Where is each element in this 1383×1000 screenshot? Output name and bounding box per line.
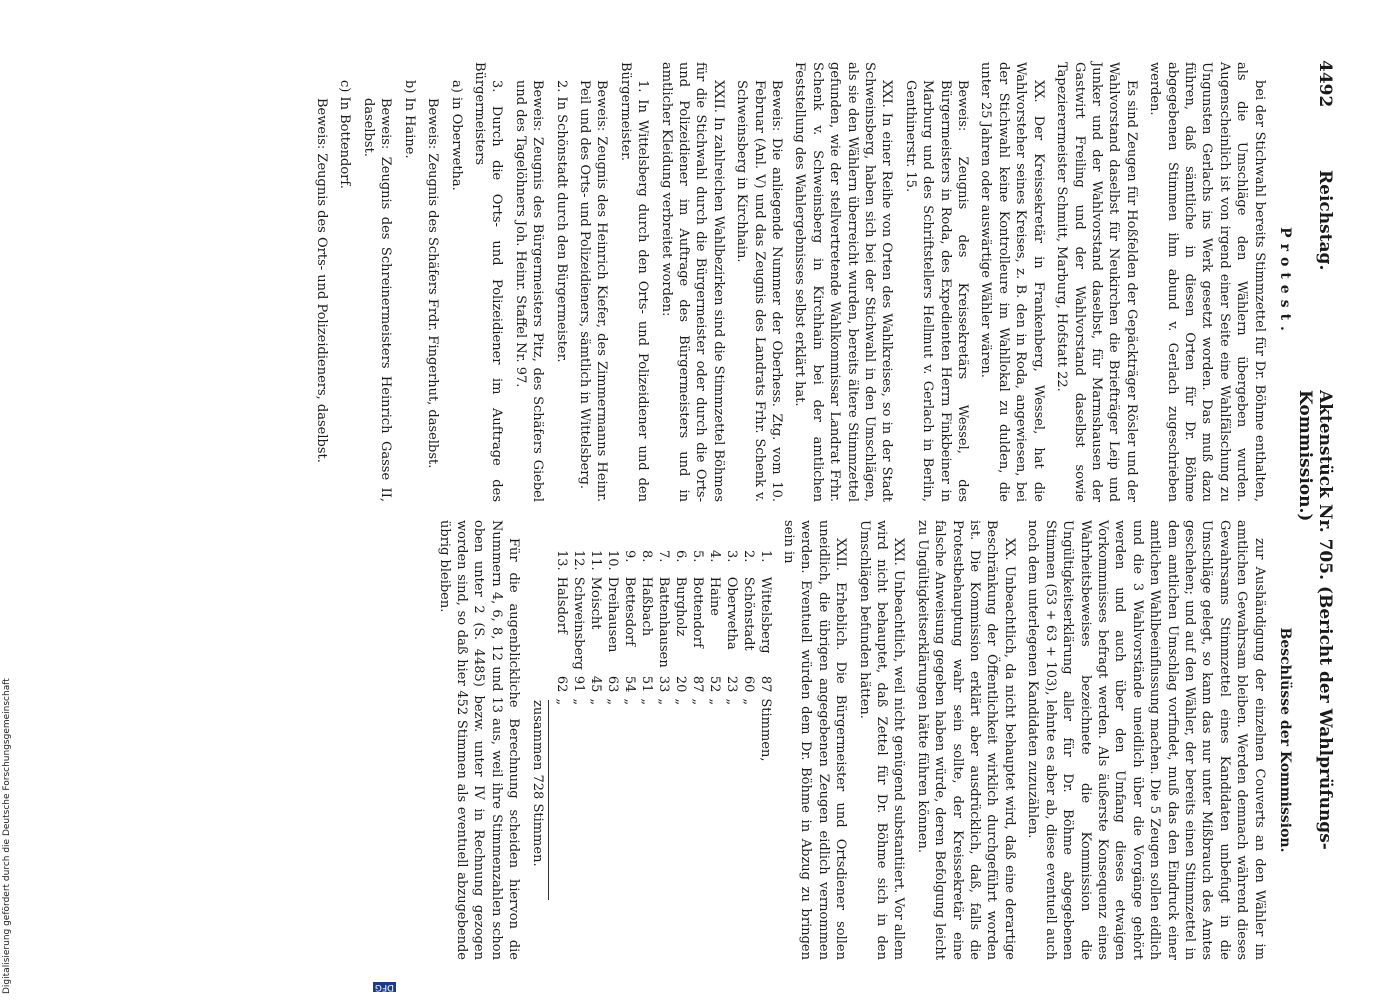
- vote-row: [621, 550, 638, 768]
- vote-count: 45: [587, 675, 603, 693]
- vote-place: Haine: [706, 576, 722, 616]
- votes-table: [553, 550, 774, 768]
- page-header: [1295, 60, 1335, 940]
- commission-title: Beschlüsse der Kommission.: [1277, 627, 1293, 853]
- commission-column: [429, 520, 1293, 960]
- paragraph: Beweis: Zeugnis des Heinrich Kiefer, des Zimmermanns Heinr. Peil und des Orts- und Polizeidieners, sämtlich in Wittelsberg.: [576, 80, 610, 502]
- dfg-logo: DFG: [374, 982, 394, 992]
- vote-count: 51: [638, 675, 654, 693]
- paragraph: c) In Bottendorf.: [337, 80, 353, 189]
- vote-count: 87: [757, 675, 773, 693]
- vote-count: 62: [553, 675, 569, 693]
- vote-row: [740, 550, 757, 768]
- vote-n: 1.: [757, 550, 773, 563]
- paragraph: Beweis: Zeugnis des Bürgermeisters Pitz, des Schäfers Giebel und des Tagelöhners Joh. Heinr. Staffel Nr. 97.: [512, 80, 546, 502]
- vote-row: [570, 550, 587, 768]
- protest-title: Protest.: [1277, 227, 1293, 337]
- vote-count: 54: [621, 675, 637, 693]
- vote-unit: „: [655, 698, 671, 706]
- vote-place: Battenhausen: [655, 576, 671, 668]
- vote-unit: „: [672, 698, 688, 706]
- paragraph: Beweis: Zeugnis des Orts- und Polizeidieners, daselbst.: [314, 98, 330, 463]
- vote-place: Haßbach: [638, 576, 654, 637]
- vote-n: 10.: [604, 550, 620, 571]
- votes-sum: zusammen 728 Stimmen.: [528, 700, 548, 900]
- vote-count: 60: [740, 675, 756, 693]
- paragraph: XX. Unbeachtlich, da nicht behauptet wird, daß eine derartige Beschränkung der Öffentlichkeit wirklich durchgeführt worden ist. Die Kommission erklärt aber ausdrücklich, daß, falls die Protestbehauptung wahr sein sollte, der Kreissekretär eine falsche Anweisung gegeben haben würde, deren Befolgung leicht zu Ungültigkeitserklärungen hätte führen können.: [914, 520, 1017, 960]
- vote-place: Moischt: [587, 576, 603, 630]
- paragraph: zur Aushändigung der einzelnen Couverts an den Wähler im amtlichen Gewahrsam bleiben. Werden demnach während dieses Gewahrsams Stimmzettel eines Kandidaten unbefugt in die Umschläge gelegt, so kann das nur unter Mißbrauch des Amtes geschehen; und auf den Wähler, der bereits einen Stimmzettel in dem amtlichen Umschlag vorfindet, muß das den Eindruck einer amtlichen Wahlbeeinflussung machen. Die 5 Zeugen sollen eidlich und die 3 Wahlvorstände uneidlich über die Vorgänge gehört werden und auch über den Umfang dieses etwaigen Vorkommnisses befragt werden. Als äußerste Konsequenz eines Wahrheitsbeweises bezeichnete die Kommission die Ungültigkeitserklärung aller für Dr. Böhme abgegebenen Stimmen (53 + 63 + 103), lehnte es aber ab, diese eventuell auch noch dem unterlegenen Kandidaten zuzuzählen.: [1025, 520, 1267, 960]
- paragraph: Beweis: Die anliegende Nummer der Oberhess. Ztg. vom 10. Februar (Anl. V) und das Zeugnis des Landrats Frhr. Schenk v. Schweinsberg in Kirchhain.: [734, 80, 785, 502]
- vote-row: [655, 550, 672, 768]
- vote-unit: „: [604, 698, 620, 706]
- paragraph: 1. In Wittelsberg durch den Orts- und Polizeidiener und den Bürgermeister.: [617, 62, 651, 502]
- page-number: 4492: [1315, 60, 1335, 108]
- paragraph: bei der Stichwahl bereits Stimmzettel für Dr. Böhme enthalten, als die Umschläge den Wählern übergeben wurden. Augenscheinlich ist von irgend einer Seite eine Wahlfälschung zu Ungunsten Gerlachs ins Werk gesetzt worden. Das muß dazu führen, daß sämtliche in diesen Orten für Dr. Böhme abgegebenen Stimmen ihm abund v. Gerlach zugeschrieben werden.: [1147, 62, 1267, 502]
- protest-column: [307, 62, 1293, 502]
- paragraph: XXII. In zahlreichen Wahlbezirken sind die Stimmzettel Böhmes für die Stichwahl durch die Bürgermeister oder durch die Orts- und Polizeidiener im Auftrage des Bürgermeisters und in amtlicher Kleidung verbreitet worden:: [658, 62, 726, 502]
- vote-row: [672, 550, 689, 768]
- vote-unit: „: [740, 698, 756, 706]
- vote-count: 63: [604, 675, 620, 693]
- vote-count: 20: [672, 675, 688, 693]
- vote-unit: Stimmen,: [757, 698, 773, 762]
- paragraph: a) in Oberwetha.: [448, 80, 464, 191]
- paragraph: Beweis: Zeugnis des Schreinermeisters Heinrich Gasse II, daselbst.: [360, 98, 394, 502]
- paragraph: 3. Durch die Orts- und Polizeidiener im Auftrage des Bürgermeisters: [471, 62, 505, 502]
- vote-place: Wittelsberg: [757, 576, 773, 654]
- vote-n: 9.: [621, 550, 637, 563]
- vote-count: 33: [655, 675, 671, 693]
- paragraph: XXI. Unbeachtlich, weil nicht genügend substantiiert. Vor allem wird nicht behauptet, daß Zettel für Dr. Böhme sich in den Umschlägen befunden hätten.: [856, 520, 907, 960]
- vote-n: 11.: [587, 550, 603, 571]
- vote-place: Oberwetha: [723, 576, 739, 650]
- paragraph: 2. In Schönstadt durch den Bürgermeister.: [553, 80, 569, 363]
- vote-place: Schweinsberg: [570, 576, 586, 670]
- vote-n: 2.: [740, 550, 756, 563]
- paragraph: Es sind Zeugen für Hoßfelden der Gepäckträger Rösler und der Wahlvorstand daselbst für Neukirchen die Briefträger Leip und Junker und der Wahlvorstand daselbst, für Marmshausen der Gastwirt Freiling und der Wahlvorstand daselbst sowie Tapezierermeister Schmitt, Marburg, Hofstatt 22.: [1054, 62, 1139, 502]
- funding-text: Digitalisierung gefördert durch die Deutsche Forschungsgemeinschaft: [2, 678, 12, 994]
- vote-row: [587, 550, 604, 768]
- funding-note: [0, 600, 394, 1000]
- vote-place: Bettesdorf: [621, 576, 637, 646]
- vote-place: Halsdorf: [553, 576, 569, 634]
- paragraph: XXII. Erheblich. Die Bürgermeister und Ortsdiener sollen uneidlich, die übrigen angegebenen Zeugen eidlich vernommen werden. Eventuell würden dem Dr. Böhme in Abzug zu bringen sein in: [781, 520, 849, 960]
- vote-count: 91: [570, 675, 586, 693]
- vote-n: 5.: [689, 550, 705, 563]
- vote-row: [553, 550, 570, 768]
- vote-place: Dreihausen: [604, 576, 620, 653]
- vote-place: Burgholz: [672, 576, 688, 637]
- vote-place: Schönstadt: [740, 576, 756, 651]
- header-title-left: Reichstag.: [1315, 170, 1335, 271]
- vote-n: 6.: [672, 550, 688, 563]
- vote-count: 52: [706, 675, 722, 693]
- vote-count: 23: [723, 675, 739, 693]
- vote-unit: „: [638, 698, 654, 706]
- vote-unit: „: [621, 698, 637, 706]
- vote-row: [604, 550, 621, 768]
- paragraph: Beweis: Zeugnis des Kreissekretärs Wessel, des Bürgermeisters in Roda, des Expedienten Herrn Finkbeiner in Marburg und des Schriftstellers Hellmut v. Gerlach in Berlin, Genthinerstr. 15.: [902, 80, 971, 502]
- vote-unit: „: [587, 698, 603, 706]
- vote-unit: „: [570, 698, 586, 706]
- vote-n: 8.: [638, 550, 654, 563]
- paragraph: b) In Haine.: [401, 80, 417, 159]
- vote-unit: „: [689, 698, 705, 706]
- vote-n: 13.: [553, 550, 569, 571]
- paragraph: XX. Der Kreissekretär in Frankenberg, Wessel, hat die Wahlvorsteher seines Kreises, z. B. den in Roda, angewiesen, bei der Stichwahl keine Kontrolleure im Wahllokal zu dulden, die unter 25 Jahren oder auswärtige Wähler wären.: [978, 62, 1046, 502]
- vote-n: 12.: [570, 550, 586, 571]
- vote-row: [757, 550, 774, 768]
- vote-unit: „: [706, 698, 722, 706]
- vote-row: [723, 550, 740, 768]
- vote-n: 4.: [706, 550, 722, 563]
- vote-row: [689, 550, 706, 768]
- vote-unit: „: [723, 698, 739, 706]
- vote-unit: „: [553, 698, 569, 706]
- vote-n: 7.: [655, 550, 671, 563]
- vote-place: Bottendorf: [689, 576, 705, 648]
- vote-row: [638, 550, 655, 768]
- paragraph: Beweis: Zeugnis des Schäfers Frdr. Fingerhut, daselbst.: [425, 98, 441, 469]
- paragraph: XXI. In einer Reihe von Orten des Wahlkreises, so in der Stadt Schweinsberg, haben sich bei der Stichwahl in den Umschlägen, als sie den Wählern überreicht wurden, bereits ältere Stimmzettel gefunden, wie der stellvertretende Wahlkommissar Landrat Frhr. Schenk v. Schweinsberg in Kirchhain bei der amtlichen Feststellung des Wahlergebnisses selbst erklärt hat.: [792, 62, 895, 502]
- header-title-right: Aktenstück Nr. 705. (Bericht der Wahlprüfungs-Kommission.): [1295, 390, 1335, 850]
- vote-count: 87: [689, 675, 705, 693]
- vote-row: [706, 550, 723, 768]
- vote-n: 3.: [723, 550, 739, 563]
- paragraph: Für die augenblickliche Berechnung scheiden hiervon die Nummern 4, 6, 8, 12 und 13 aus, weil ihre Stimmenzahlen schon oben unter 2 (S. 4485) bezw. unter IV in Rechnung gezogen worden sind, so daß hier 452 Stimmen als eventuell abzugebende übrig bleiben.: [436, 520, 522, 960]
